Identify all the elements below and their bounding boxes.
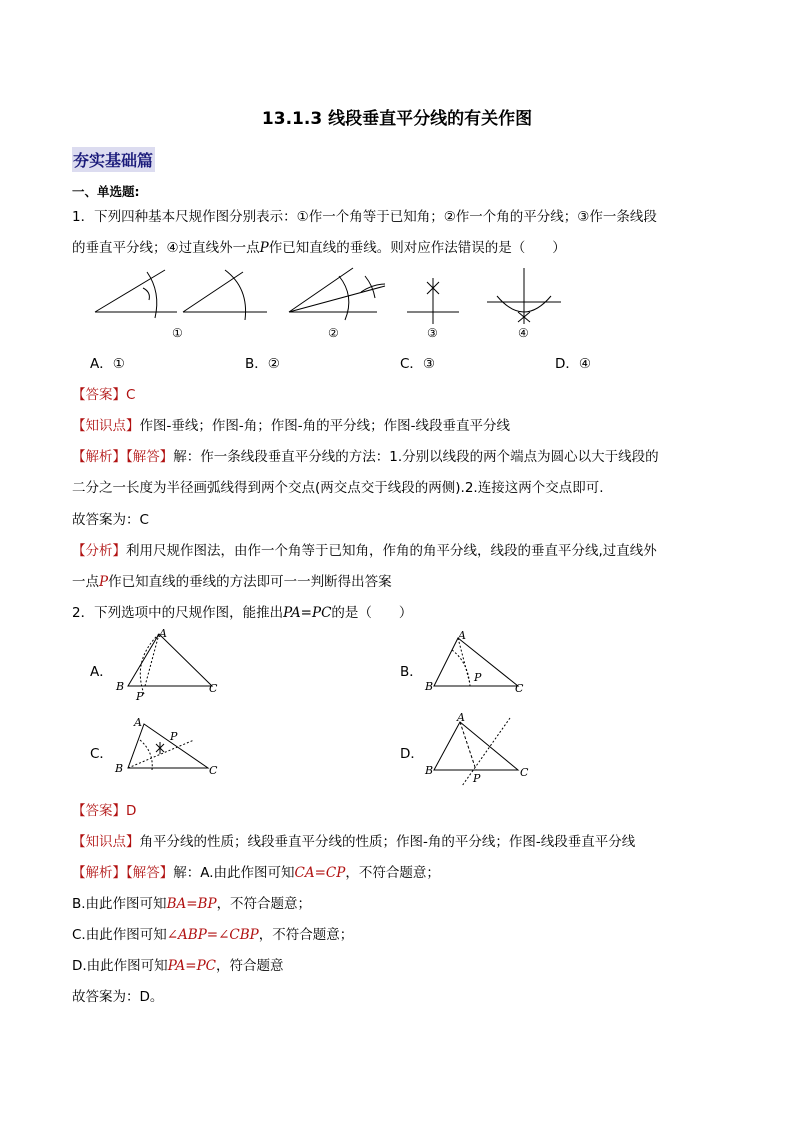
label-p: P [474, 671, 482, 684]
label-a: A [134, 716, 142, 729]
q1-option-c: C．③ [400, 356, 436, 372]
label-c: C [520, 766, 529, 779]
label-c: C [209, 682, 218, 695]
label-b: B [116, 680, 125, 693]
q1-analysis-line1: 【解析】【解答】解：作一条线段垂直平分线的方法：1.分别以线段的两个端点为圆心以大于线段的 [72, 449, 659, 465]
label-a: A [159, 627, 167, 640]
q2-conclusion: 故答案为：D。 [72, 989, 164, 1005]
q2-analysis-c: C.由此作图可知∠ABP=∠CBP，不符合题意； [72, 927, 354, 943]
q1-option-d: D．④ [555, 356, 591, 372]
label-b: B [425, 764, 434, 777]
label-p: P [136, 690, 144, 703]
q1-fig-label-4: ④ [518, 326, 529, 340]
q2-analysis-d: D.由此作图可知PA=PC，符合题意 [72, 958, 284, 974]
q1-method-line2: 一点P作已知直线的垂线的方法即可一一判断得出答案 [72, 574, 392, 590]
fig1-arc-small [143, 288, 149, 300]
q2-answer: 【答案】D [72, 803, 137, 819]
page-title: 13.1.3 线段垂直平分线的有关作图 [261, 109, 533, 129]
q2-analysis-b: B.由此作图可知BA=BP，不符合题意； [72, 896, 312, 912]
label-p: P [473, 772, 481, 785]
label-c: C [209, 764, 218, 777]
q2-figure-b [422, 626, 537, 704]
q1-analysis-line2: 二分之一长度为半径画弧线得到两个交点(两交点交于线段的两侧).2.连接这两个交点即可. [72, 480, 604, 496]
q1-fig-label-3: ③ [427, 326, 438, 340]
label-a: A [457, 711, 465, 724]
q1-knowledge-points: 【知识点】作图-垂线；作图-角；作图-角的平分线；作图-线段垂直平分线 [72, 418, 510, 434]
q2-stem: 2．下列选项中的尺规作图，能推出PA=PC的是（ ） [72, 605, 413, 621]
label-a: A [458, 629, 466, 642]
section-heading: 夯实基础篇 [72, 147, 155, 172]
q2-option-d: D． [400, 746, 424, 762]
q1-option-a: A．① [90, 356, 125, 372]
q1-fig-label-1: ① [172, 326, 183, 340]
fig3-bisector [289, 286, 385, 312]
q1-option-b: B．② [245, 356, 280, 372]
q2-figure-c [112, 712, 227, 782]
label-c: C [515, 682, 524, 695]
fig3-ray-slant [289, 268, 353, 312]
label-b: B [425, 680, 434, 693]
q2-knowledge-points: 【知识点】角平分线的性质；线段垂直平分线的性质；作图-角的平分线；作图-线段垂直平分线 [72, 834, 636, 850]
q2-option-a: A． [90, 664, 113, 680]
q1-stem-line2: 的垂直平分线；④过直线外一点P作已知直线的垂线。则对应作法错误的是（ ） [72, 240, 566, 256]
q1-stem-line1: 1．下列四种基本尺规作图分别表示：①作一个角等于已知角；②作一个角的平分线；③作一条线段 [72, 209, 657, 225]
q1-construction-figures [85, 262, 565, 344]
q1-fig-label-2: ② [328, 326, 339, 340]
q2-analysis-a: 【解析】【解答】解：A.由此作图可知CA=CP，不符合题意； [72, 865, 440, 881]
q1-method-line1: 【分析】利用尺规作图法，由作一个角等于已知角，作角的角平分线，线段的垂直平分线,过直线外 [72, 543, 657, 559]
q1-conclusion: 故答案为：C [72, 512, 149, 528]
fig1-ray-slant [95, 270, 165, 312]
q2-option-b: B． [400, 664, 423, 680]
fig1-arc [147, 272, 157, 318]
q2-option-c: C． [90, 746, 113, 762]
part-heading: 一、单选题: [72, 184, 140, 199]
label-p: P [170, 730, 178, 743]
q2-figure-d [422, 710, 537, 788]
label-b: B [115, 762, 124, 775]
q1-answer: 【答案】C [72, 387, 136, 403]
q2-figure-a [112, 626, 227, 704]
